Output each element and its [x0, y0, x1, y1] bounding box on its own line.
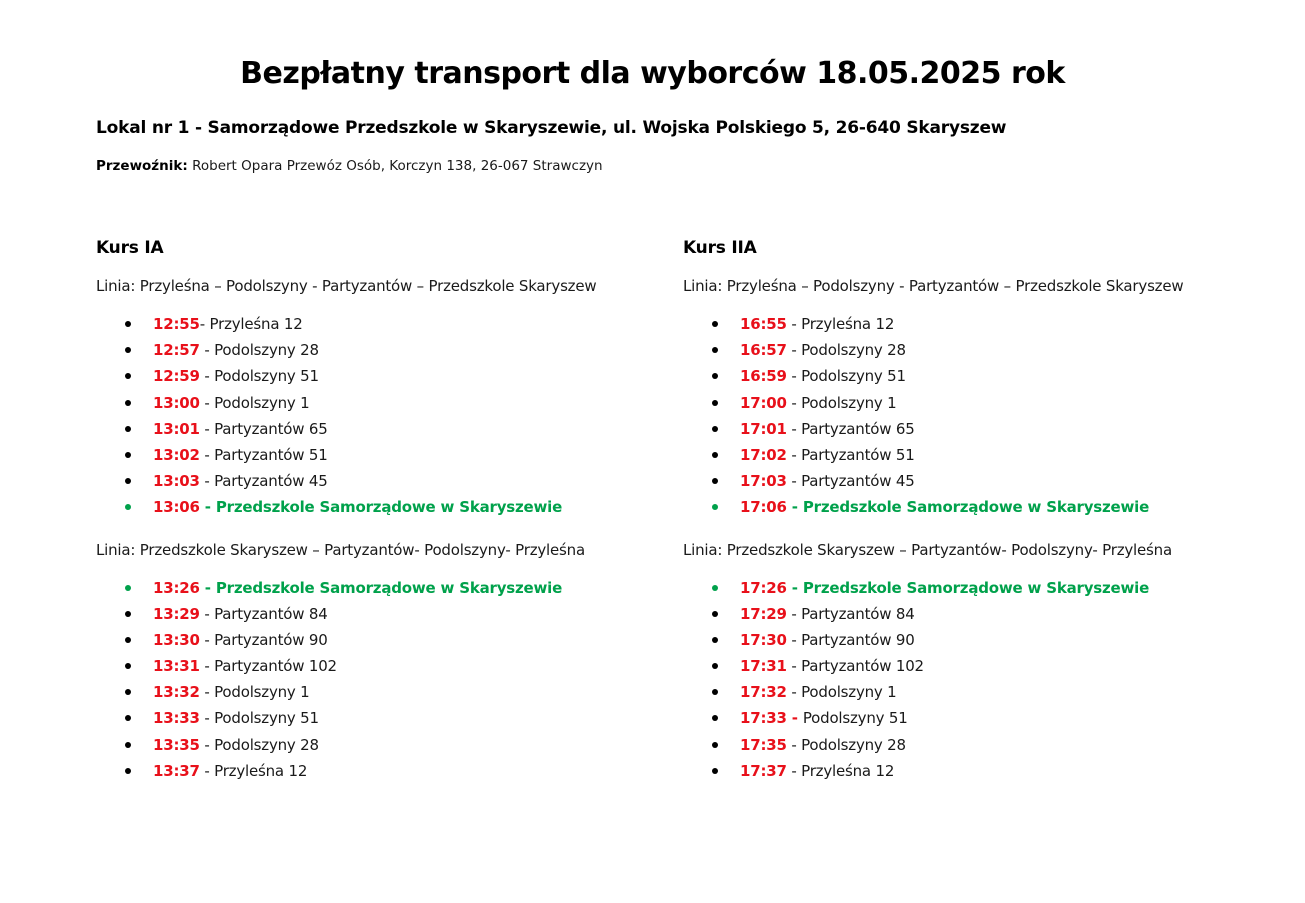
departure-time: 16:59 [740, 367, 787, 386]
departure-time: 17:03 [740, 472, 787, 491]
departure-time: 13:33 [153, 709, 200, 728]
bullet-icon [125, 478, 131, 484]
departure-time: 13:32 [153, 683, 200, 702]
separator: - [786, 578, 803, 597]
stop-name: Partyzantów 90 [214, 630, 328, 649]
departure-time: 12:59 [153, 367, 200, 386]
stop-item [96, 734, 656, 760]
departure-time: 13:02 [153, 445, 200, 464]
bullet-icon [125, 426, 131, 432]
departure-time: 13:01 [153, 419, 200, 438]
separator: - [786, 761, 802, 780]
separator: - [786, 472, 802, 491]
departure-time: 13:03 [153, 472, 200, 491]
departure-time: 16:55 [740, 315, 787, 333]
stop-item [96, 444, 656, 470]
stop-item [96, 655, 656, 681]
stop-item [683, 629, 1243, 655]
bullet-icon [712, 585, 718, 591]
stop-name: Podolszyny 51 [214, 709, 319, 728]
stop-item [683, 681, 1243, 707]
stop-item [96, 470, 656, 496]
course-title: Kurs IA [96, 238, 164, 258]
stop-name: Partyzantów 51 [801, 445, 915, 464]
bullet-icon [125, 452, 131, 458]
departure-time: 12:57 [153, 341, 200, 360]
bullet-icon [712, 715, 718, 721]
separator: - [199, 367, 215, 386]
bullet-icon [125, 504, 131, 510]
stop-item [683, 418, 1243, 444]
stop-item [683, 470, 1243, 496]
departure-time: 17:00 [740, 393, 787, 412]
separator: - [199, 683, 215, 702]
stop-item [96, 339, 656, 365]
stop-item [96, 418, 656, 444]
stop-item [96, 392, 656, 418]
stop-list [683, 577, 1243, 787]
stop-item [683, 655, 1243, 681]
bullet-icon [712, 689, 718, 695]
stop-item [96, 707, 656, 733]
stop-name: Partyzantów 65 [214, 419, 328, 438]
separator: - [199, 761, 215, 780]
departure-time: 13:31 [153, 657, 200, 676]
separator: - [786, 367, 802, 386]
separator: - [199, 393, 215, 412]
stop-item [96, 313, 656, 339]
bullet-icon [125, 611, 131, 617]
bullet-icon [712, 768, 718, 774]
stop-name: Podolszyny 51 [214, 367, 319, 386]
bullet-icon [712, 321, 718, 327]
bullet-icon [712, 611, 718, 617]
separator: - [199, 498, 216, 517]
separator: - [786, 315, 802, 333]
stop-item [683, 577, 1243, 603]
route-line: Linia: Przyleśna – Podolszyny - Partyzantów – Przedszkole Skaryszew [96, 277, 597, 295]
route-line: Linia: Przedszkole Skaryszew – Partyzantów- Podolszyny- Przyleśna [683, 540, 1172, 559]
stop-item [683, 603, 1243, 629]
stop-name: Przedszkole Samorządowe w Skaryszewie [215, 578, 563, 597]
stop-item [683, 496, 1243, 522]
bullet-icon [125, 689, 131, 695]
separator: - [199, 472, 215, 491]
stop-item [96, 577, 656, 603]
separator: - [786, 498, 803, 517]
stop-name: Partyzantów 45 [801, 472, 915, 491]
separator: - [199, 578, 216, 597]
separator: - [786, 630, 802, 649]
stop-name: Podolszyny 1 [214, 683, 310, 702]
bullet-icon [712, 452, 718, 458]
departure-time: 17:33 [740, 709, 787, 728]
carrier-info [96, 156, 603, 176]
separator: - [786, 735, 802, 754]
bullet-icon [712, 373, 718, 379]
separator: - [786, 341, 802, 360]
course-title: Kurs IIA [683, 238, 757, 258]
bullet-icon [712, 478, 718, 484]
departure-time: 17:29 [740, 604, 787, 623]
departure-time: 13:26 [153, 578, 200, 597]
stop-item [683, 444, 1243, 470]
separator: - [786, 709, 803, 728]
stop-list [96, 577, 656, 787]
course-section [96, 236, 656, 786]
page-title: Bezpłatny transport dla wyborców 18.05.2025 rok [240, 56, 1065, 91]
stop-name: Przedszkole Samorządowe w Skaryszewie [802, 498, 1150, 517]
stop-name: Partyzantów 102 [801, 657, 924, 676]
stop-list [96, 313, 656, 523]
stop-name: Podolszyny 28 [801, 735, 906, 754]
separator: - [786, 393, 802, 412]
separator: - [199, 709, 215, 728]
departure-time: 17:02 [740, 445, 787, 464]
stop-name: Podolszyny 1 [214, 393, 310, 412]
route-line: Linia: Przyleśna – Podolszyny - Partyzantów – Przedszkole Skaryszew [683, 277, 1184, 295]
bullet-icon [125, 715, 131, 721]
stop-name: Przyleśna 12 [801, 761, 895, 780]
stop-item [96, 629, 656, 655]
stop-item [683, 707, 1243, 733]
bullet-icon [712, 426, 718, 432]
bullet-icon [125, 742, 131, 748]
route-line: Linia: Przedszkole Skaryszew – Partyzantów- Podolszyny- Przyleśna [96, 540, 585, 559]
stop-name: Podolszyny 1 [801, 393, 897, 412]
bullet-icon [125, 321, 131, 327]
stop-name: Podolszyny 1 [801, 683, 897, 702]
stop-item [96, 496, 656, 522]
departure-time: 17:31 [740, 657, 787, 676]
bullet-icon [125, 637, 131, 643]
separator: - [786, 445, 802, 464]
departure-time: 12:55 [153, 315, 200, 333]
stop-name: Podolszyny 51 [802, 709, 908, 728]
departure-time: 13:06 [153, 498, 200, 517]
stop-item [683, 760, 1243, 786]
polling-station-heading: Lokal nr 1 - Samorządowe Przedszkole w Skaryszewie, ul. Wojska Polskiego 5, 26-640 Skaryszew [96, 118, 1007, 138]
bullet-icon [125, 585, 131, 591]
departure-time: 13:00 [153, 393, 200, 412]
stop-name: Przyleśna 12 [214, 761, 308, 780]
separator: - [786, 683, 802, 702]
stop-name: Partyzantów 90 [801, 630, 915, 649]
stop-name: Podolszyny 28 [214, 735, 319, 754]
stop-item [96, 365, 656, 391]
stop-name: Partyzantów 51 [214, 445, 328, 464]
stop-item [683, 392, 1243, 418]
stop-item [683, 339, 1243, 365]
separator: - [199, 315, 210, 333]
separator: - [786, 657, 802, 676]
separator: - [786, 604, 802, 623]
stop-item [96, 760, 656, 786]
stop-name: Partyzantów 45 [214, 472, 328, 491]
departure-time: 17:01 [740, 419, 787, 438]
separator: - [786, 419, 802, 438]
departure-time: 17:35 [740, 735, 787, 754]
stop-item [96, 681, 656, 707]
stop-name: Podolszyny 28 [801, 341, 906, 360]
stop-name: Podolszyny 51 [801, 367, 906, 386]
stop-name: Partyzantów 65 [801, 419, 915, 438]
departure-time: 13:35 [153, 735, 200, 754]
bullet-icon [712, 400, 718, 406]
stop-name: Partyzantów 84 [214, 604, 328, 623]
bullet-icon [712, 347, 718, 353]
separator: - [199, 735, 215, 754]
departure-time: 17:37 [740, 761, 787, 780]
stop-item [683, 734, 1243, 760]
departure-time: 13:37 [153, 761, 200, 780]
departure-time: 17:32 [740, 683, 787, 702]
bullet-icon [125, 373, 131, 379]
bullet-icon [712, 637, 718, 643]
bullet-icon [125, 400, 131, 406]
bullet-icon [125, 663, 131, 669]
separator: - [199, 630, 215, 649]
departure-time: 17:30 [740, 630, 787, 649]
stop-item [683, 365, 1243, 391]
bullet-icon [712, 663, 718, 669]
departure-time: 17:06 [740, 498, 787, 517]
departure-time: 13:29 [153, 604, 200, 623]
stop-name: Partyzantów 102 [214, 657, 337, 676]
separator: - [199, 341, 215, 360]
carrier-value: Robert Opara Przewóz Osób, Korczyn 138, 26-067 Strawczyn [187, 158, 603, 174]
bullet-icon [125, 768, 131, 774]
separator: - [199, 445, 215, 464]
bullet-icon [712, 504, 718, 510]
stop-name: Przyleśna 12 [801, 315, 895, 333]
stop-item [683, 313, 1243, 339]
stop-name: Przedszkole Samorządowe w Skaryszewie [802, 578, 1150, 597]
course-section [683, 236, 1243, 786]
stop-name: Podolszyny 28 [214, 341, 319, 360]
stop-name: Partyzantów 84 [801, 604, 915, 623]
bullet-icon [125, 347, 131, 353]
stop-item [96, 603, 656, 629]
departure-time: 17:26 [740, 578, 787, 597]
separator: - [199, 604, 215, 623]
carrier-label: Przewoźnik: [96, 158, 188, 174]
stop-name: Przyleśna 12 [209, 315, 303, 333]
separator: - [199, 419, 215, 438]
departure-time: 16:57 [740, 341, 787, 360]
separator: - [199, 657, 215, 676]
bullet-icon [712, 742, 718, 748]
stop-list [683, 313, 1243, 523]
stop-name: Przedszkole Samorządowe w Skaryszewie [215, 498, 563, 517]
departure-time: 13:30 [153, 630, 200, 649]
